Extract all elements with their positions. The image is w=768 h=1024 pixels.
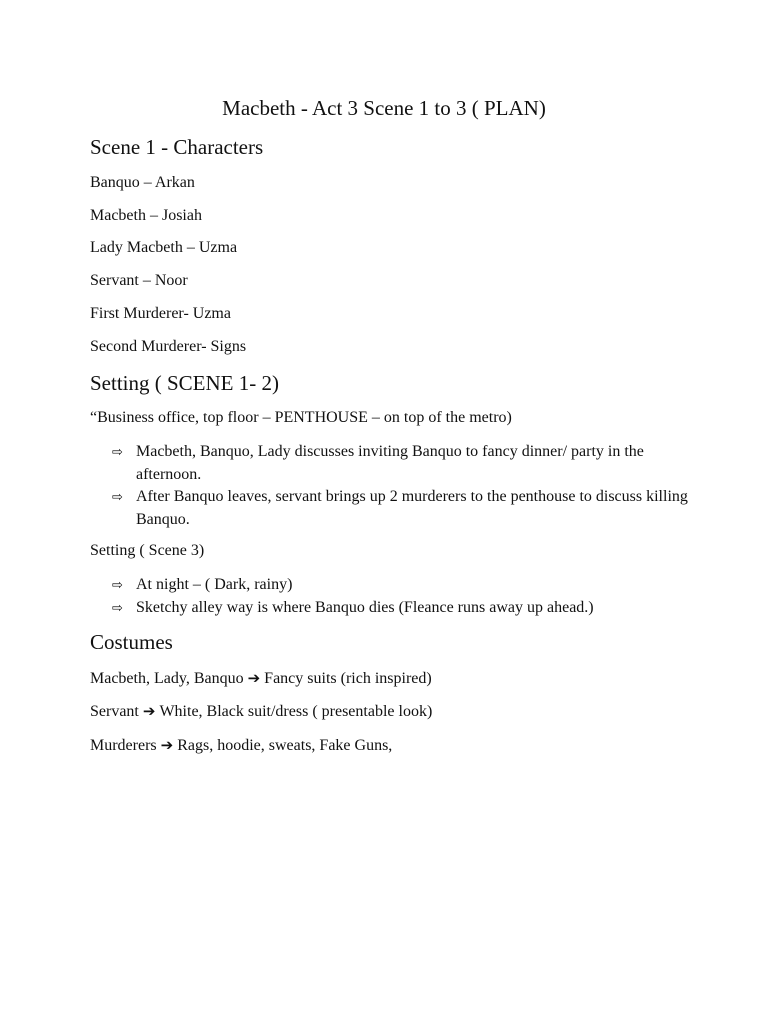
bold-right-arrow-icon: ➔ — [160, 736, 174, 754]
bullet-text: At night – ( Dark, rainy) — [136, 576, 293, 593]
outline-right-arrow-icon: ⇨ — [112, 490, 123, 505]
document-title: Macbeth - Act 3 Scene 1 to 3 ( PLAN) — [222, 96, 546, 120]
bullet-text: After Banquo leaves, servant brings up 2 murderers to the penthouse to discuss killing Banquo. — [136, 488, 688, 528]
bold-right-arrow-icon: ➔ — [247, 669, 261, 687]
costumes-heading: Costumes — [90, 630, 173, 654]
bullet-item — [112, 485, 692, 531]
bullet-text: Macbeth, Banquo, Lady discusses inviting Banquo to fancy dinner/ party in the afternoon. — [136, 443, 644, 483]
costume-what: Rags, hoodie, sweats, Fake Guns, — [177, 737, 393, 754]
costume-line — [90, 667, 432, 690]
bullet-item — [112, 440, 692, 486]
setting12-heading: Setting ( SCENE 1- 2) — [90, 371, 279, 395]
costume-who: Servant — [90, 703, 139, 720]
costume-what: Fancy suits (rich inspired) — [264, 670, 432, 687]
costume-line — [90, 700, 432, 723]
costume-what: White, Black suit/dress ( presentable look) — [159, 703, 433, 720]
bold-right-arrow-icon: ➔ — [142, 702, 156, 720]
bullet-text: Sketchy alley way is where Banquo dies (Fleance runs away up ahead.) — [136, 599, 594, 616]
character-line: Macbeth – Josiah — [90, 207, 202, 224]
costume-who: Macbeth, Lady, Banquo — [90, 670, 244, 687]
bullet-item — [112, 596, 692, 619]
character-line: First Murderer- Uzma — [90, 305, 231, 322]
outline-right-arrow-icon: ⇨ — [112, 578, 123, 593]
character-line: Banquo – Arkan — [90, 174, 195, 191]
costume-who: Murderers — [90, 737, 157, 754]
setting3-heading: Setting ( Scene 3) — [90, 542, 205, 559]
character-line: Servant – Noor — [90, 272, 188, 289]
bullet-item — [112, 573, 692, 596]
outline-right-arrow-icon: ⇨ — [112, 445, 123, 460]
character-line: Second Murderer- Signs — [90, 338, 247, 355]
costume-line — [90, 734, 392, 757]
outline-right-arrow-icon: ⇨ — [112, 601, 123, 616]
scene1-heading: Scene 1 - Characters — [90, 135, 264, 159]
character-line: Lady Macbeth – Uzma — [90, 239, 238, 256]
setting12-intro: “Business office, top floor – PENTHOUSE – on top of the metro) — [90, 409, 512, 426]
